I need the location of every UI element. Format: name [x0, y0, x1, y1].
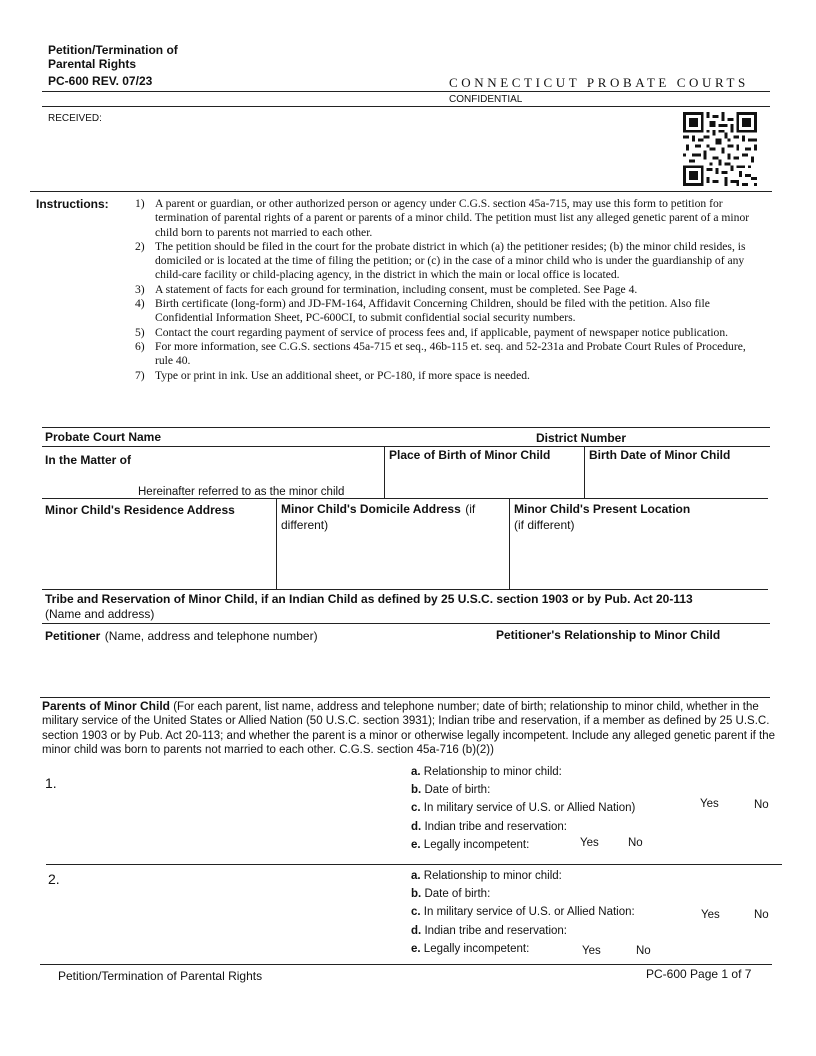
form-number: PC-600 REV. 07/23	[48, 74, 153, 88]
hereinafter-note: Hereinafter referred to as the minor child	[138, 486, 345, 498]
rule	[46, 864, 782, 865]
header-rule-2	[42, 106, 770, 107]
parent-2-number: 2.	[48, 871, 60, 887]
parents-label: Parents of Minor Child	[42, 699, 171, 713]
parent-2-military-yes[interactable]: Yes	[701, 909, 720, 921]
parent-2-incompetent-no[interactable]: No	[636, 945, 651, 957]
instruction-item: 3) A statement of facts for each ground for termination, including consent, must be completed. See Page 4.	[135, 282, 638, 296]
received-label: RECEIVED:	[48, 113, 102, 124]
probate-court-name-field[interactable]: Probate Court Name	[45, 430, 162, 444]
rule	[42, 446, 770, 447]
divider	[584, 446, 585, 499]
instruction-item: 1) A parent or guardian, or other authorized person or agency under C.G.S. section 45a-715, may use this form to petition for termination of parental rights of a parent or parents of a minor child. The petition must list any alleged genetic parent of a minor child born to parents not married to each other.	[135, 197, 750, 239]
petitioner-relationship-field[interactable]: Petitioner's Relationship to Minor Child	[496, 628, 721, 642]
parent-1-incompetent-yes[interactable]: Yes	[580, 837, 599, 849]
parent-1-military-no[interactable]: No	[754, 799, 769, 811]
rule	[42, 623, 770, 624]
instruction-item: 2) The petition should be filed in the court for the probate district in which (a) the petitioner resides; (b) the minor child resides, is domiciled or is located at the time of filing the petition; or (c) in the case of a minor child who is under the guardianship of any child-care facility or child-placing agency, in the district in which the main or local office is located.	[135, 239, 746, 282]
rule	[42, 589, 768, 590]
parent-2-relationship-field[interactable]: a. Relationship to minor child:	[411, 870, 562, 882]
instructions-list	[135, 197, 761, 383]
parent-1-military-field[interactable]: c. In military service of U.S. or Allied Nation)	[411, 802, 636, 815]
footer-form-title: Petition/Termination of Parental Rights	[58, 969, 263, 983]
rule	[42, 427, 770, 428]
header-rule	[42, 91, 770, 92]
instruction-item: 6) For more information, see C.G.S. sections 45a-715 et seq., 46b-115 et. seq. and 52-231a and Probate Court Rules of Procedure, rule 40.	[135, 339, 746, 368]
in-the-matter-of-field[interactable]: In the Matter of	[45, 453, 131, 467]
court-name: CONNECTICUT PROBATE COURTS	[449, 75, 749, 90]
parent-1-relationship-field[interactable]: a. Relationship to minor child:	[411, 766, 562, 778]
parent-2-military-field[interactable]: c. In military service of U.S. or Allied Nation:	[411, 906, 635, 919]
form-title	[48, 43, 248, 71]
parent-2-fields	[411, 867, 741, 958]
instructions-label: Instructions:	[36, 197, 109, 211]
instruction-item: 4) Birth certificate (long-form) and JD-FM-164, Affidavit Concerning Children, should be filed with the petition. Also file Confidential Information Sheet, PC-600CI, to submit confidential social security numbers.	[135, 297, 710, 325]
parent-2-dob-field[interactable]: b. Date of birth:	[411, 888, 491, 901]
domicile-address-field[interactable]: Minor Child's Domicile Address (if different)	[281, 502, 476, 532]
rule	[42, 498, 768, 499]
parent-1-incompetent-no[interactable]: No	[628, 837, 643, 849]
parents-description: Parents of Minor Child (For each parent, list name, address and telephone number; date of birth; relationship to minor child, whether in the military service of the United States or Allied Nation (50 U.S.C. section 3931); Indian tribe and reservation, if a member as defined by 25 U.S.C. section 1903 or by Pub. Act 20-113; and whether the parent is a minor or otherwise legally incompetent. Include any alleged genetic parent if the minor child was born to parents not married to each other. C.G.S. section 45a-716 (b)(2))	[42, 699, 776, 756]
birth-date-field[interactable]: Birth Date of Minor Child	[589, 448, 731, 462]
tribe-sub-label: (Name and address)	[45, 607, 155, 621]
divider	[509, 498, 510, 590]
instruction-item: 5) Contact the court regarding payment of service of process fees and, if applicable, payment of newspaper notice publication.	[135, 325, 729, 339]
parent-2-incompetent-yes[interactable]: Yes	[582, 945, 601, 957]
petitioner-field[interactable]: Petitioner (Name, address and telephone number)	[45, 629, 318, 643]
divider	[384, 446, 385, 499]
parent-1-dob-field[interactable]: b. Date of birth:	[411, 784, 491, 797]
parent-2-military-no[interactable]: No	[754, 909, 769, 921]
parent-1-tribe-field[interactable]: d. Indian tribe and reservation:	[411, 820, 567, 833]
confidential-label: CONFIDENTIAL	[449, 94, 523, 105]
form-title-line2: Parental Rights	[48, 57, 137, 71]
parent-1-number: 1.	[45, 775, 57, 791]
rule	[40, 697, 770, 698]
divider	[276, 498, 277, 590]
district-number-field[interactable]: District Number	[536, 431, 627, 445]
form-title-line1: Petition/Termination of	[48, 43, 178, 57]
parent-2-incompetent-field[interactable]: e. Legally incompetent:	[411, 942, 530, 955]
footer-rule	[40, 964, 772, 965]
tribe-reservation-field[interactable]: Tribe and Reservation of Minor Child, if an Indian Child as defined by 25 U.S.C. section 1903 or by Pub. Act 20-113	[45, 592, 693, 606]
instructions-top-rule	[30, 191, 772, 192]
present-location-field[interactable]: Minor Child's Present Location (if different)	[514, 502, 691, 532]
instruction-item: 7) Type or print in ink. Use an additional sheet, or PC-180, if more space is needed.	[135, 368, 530, 382]
parent-2-tribe-field[interactable]: d. Indian tribe and reservation:	[411, 924, 567, 937]
parent-1-fields	[411, 763, 741, 854]
residence-address-field[interactable]: Minor Child's Residence Address	[45, 503, 235, 517]
parent-1-military-yes[interactable]: Yes	[700, 798, 719, 810]
parent-1-incompetent-field[interactable]: e. Legally incompetent:	[411, 838, 530, 851]
qr-code-icon	[683, 112, 757, 186]
footer-page-number: PC-600 Page 1 of 7	[646, 967, 752, 981]
place-of-birth-field[interactable]: Place of Birth of Minor Child	[389, 448, 551, 462]
